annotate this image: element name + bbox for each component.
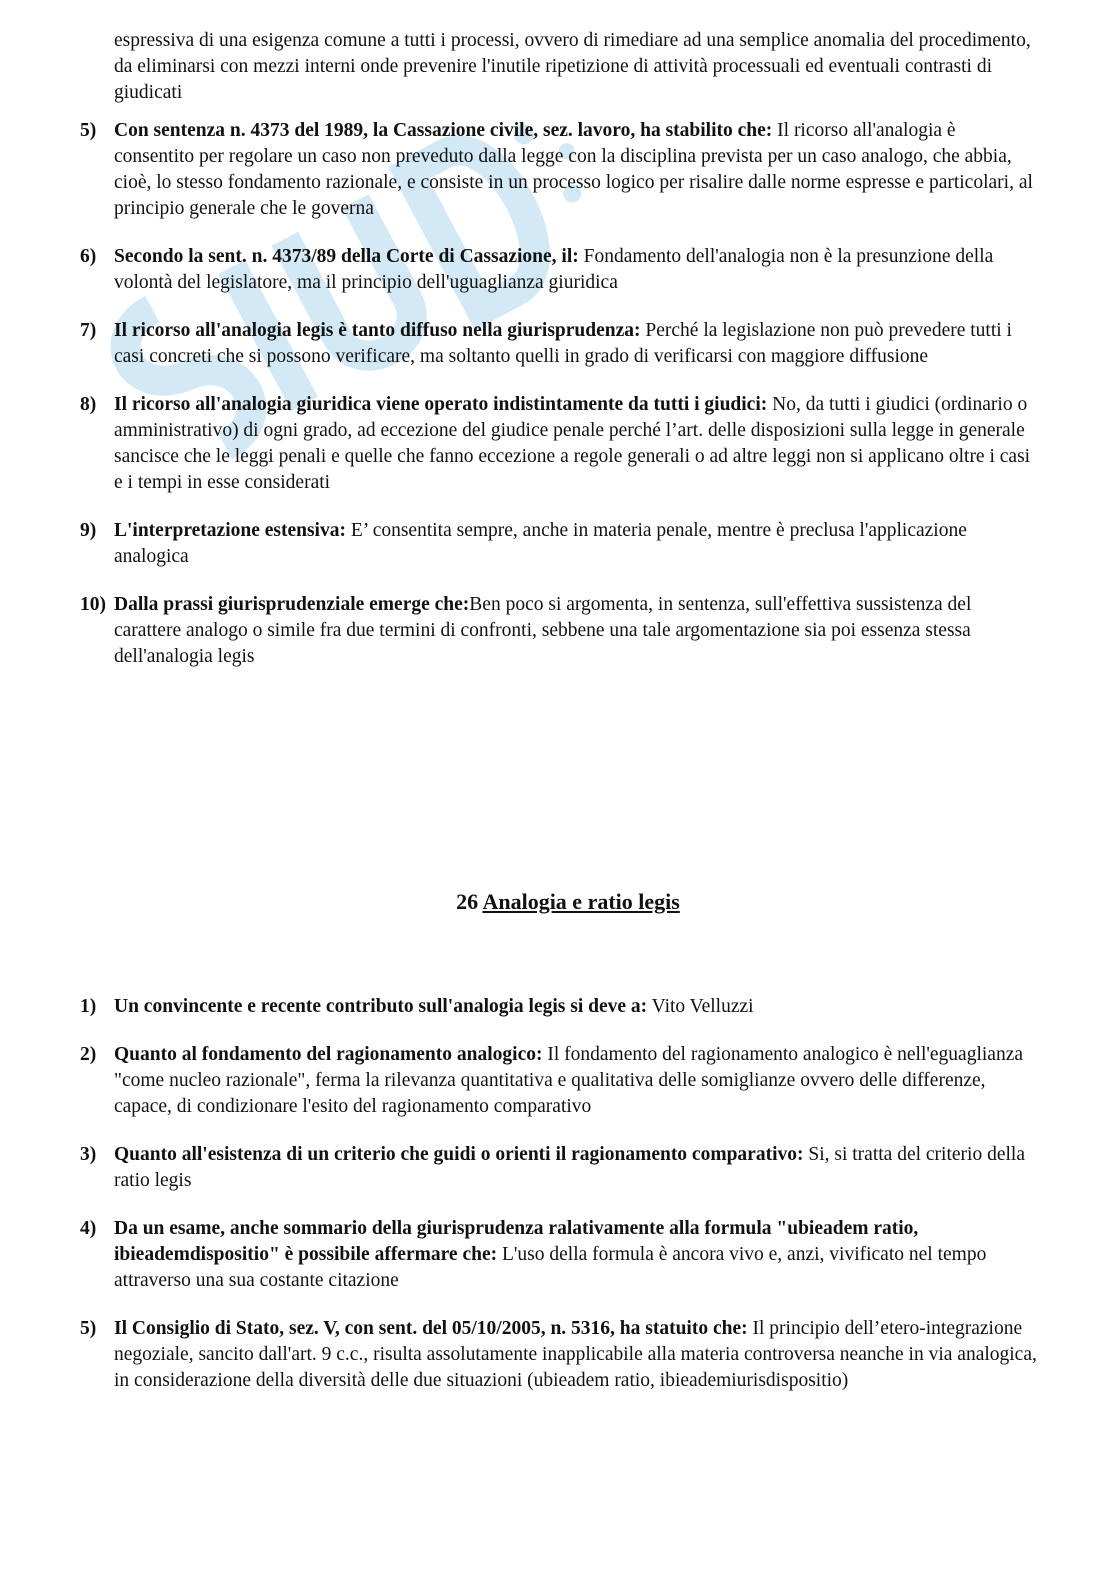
item-number: 7): [80, 320, 97, 341]
item-answer: Vito Velluzzi: [647, 996, 754, 1017]
list-item: [80, 592, 1040, 670]
list-item: [80, 118, 1040, 222]
document-body: [80, 28, 1040, 1416]
item-body: [114, 518, 1040, 570]
item-question: Quanto al fondamento del ragionamento analogico:: [114, 1044, 543, 1065]
list-item: [80, 244, 1040, 296]
item-body: [114, 1142, 1040, 1194]
list-item: [80, 392, 1040, 496]
item-question: Un convincente e recente contributo sull'analogia legis si deve a:: [114, 996, 648, 1017]
item-answer: Perché la legislazione non può prevedere tutti i casi concreti che si possono verificare, ma soltanto quelli in grado di verificarsi con maggiore diffusione: [114, 320, 1012, 367]
section-number: 26: [456, 889, 479, 914]
item-number: 5): [80, 1318, 97, 1339]
item-answer: Ben poco si argomenta, in sentenza, sull'effettiva sussistenza del carattere analogo o simile fra due termini di confronti, sebbene una tale argomentazione sia poi essenza stessa dell'analogia legis: [114, 594, 972, 667]
item-question: L'interpretazione estensiva:: [114, 520, 346, 541]
item-question: Secondo la sent. n. 4373/89 della Corte di Cassazione, il:: [114, 246, 579, 267]
item-body: [114, 118, 1040, 222]
item-number: 1): [80, 996, 97, 1017]
list-item: [80, 1216, 1040, 1294]
list-item: [80, 518, 1040, 570]
item-number: 4): [80, 1218, 97, 1239]
item-question: Con sentenza n. 4373 del 1989, la Cassazione civile, sez. lavoro, ha stabilito che:: [114, 120, 773, 141]
item-answer: Il principio dell’etero-integrazione negoziale, sancito dall'art. 9 c.c., risulta assolutamente inapplicabile alla materia controversa neanche in via analogica, in considerazione della diversità delle due situazioni (ubieadem ratio, ibieademiurisdispositio): [114, 1318, 1037, 1391]
item-body: [114, 592, 1040, 670]
item-answer: Fondamento dell'analogia non è la presunzione della volontà del legislatore, ma il principio dell'uguaglianza giuridica: [114, 246, 994, 293]
section-title: Analogia e ratio legis: [482, 889, 680, 914]
item-number: 10): [80, 594, 106, 615]
item-number: 6): [80, 246, 97, 267]
item-question: Il ricorso all'analogia giuridica viene operato indistintamente da tutti i giudici:: [114, 394, 768, 415]
list-item: [80, 318, 1040, 370]
item-number: 5): [80, 120, 97, 141]
item-question: Dalla prassi giurisprudenziale emerge che:: [114, 594, 470, 615]
item-body: [114, 244, 1040, 296]
list-item: [80, 1316, 1040, 1394]
item-number: 3): [80, 1144, 97, 1165]
item-number: 9): [80, 520, 97, 541]
item-question: Quanto all'esistenza di un criterio che guidi o orienti il ragionamento comparativo:: [114, 1144, 804, 1165]
item-body: [114, 392, 1040, 496]
section-spacer: [80, 692, 1040, 888]
item-answer: L'uso della formula è ancora vivo e, anzi, vivificato nel tempo attraverso una sua costante citazione: [114, 1244, 987, 1291]
item-number: 8): [80, 394, 97, 415]
item-answer: Si, si tratta del criterio della ratio legis: [114, 1144, 1025, 1191]
item-answer: E’ consentita sempre, anche in materia penale, mentre è preclusa l'applicazione analogica: [114, 520, 967, 567]
item-body: [114, 1316, 1040, 1394]
item-body: [114, 1216, 1040, 1294]
item-body: [114, 994, 1040, 1020]
item-question: Il Consiglio di Stato, sez. V, con sent. del 05/10/2005, n. 5316, ha statuito che:: [114, 1318, 748, 1339]
item-body: [114, 318, 1040, 370]
item-answer: No, da tutti i giudici (ordinario o amministrativo) di ogni grado, ad eccezione del giudice penale perché l’art. delle disposizioni sulla legge in generale sancisce che le leggi penali e quelle che fanno eccezione a regole generali o ad altre leggi non si applicano oltre i casi e i tempi in esse considerati: [114, 394, 1031, 493]
list-item: [80, 994, 1040, 1020]
item-answer: Il fondamento del ragionamento analogico è nell'eguaglianza "come nucleo razionale", ferma la rilevanza quantitativa e qualitativa delle somiglianze ovvero delle differenze, capace, di condizionare l'esito del ragionamento comparativo: [114, 1044, 1023, 1117]
list-item: [80, 1042, 1040, 1120]
section-heading: [80, 888, 1040, 916]
item-question: Da un esame, anche sommario della giurisprudenza ralativamente alla formula "ubieadem ratio, ibieademdispositio" è possibile affermare che:: [114, 1218, 919, 1265]
item-body: [114, 1042, 1040, 1120]
intro-paragraph: espressiva di una esigenza comune a tutti i processi, ovvero di rimediare ad una semplice anomalia del procedimento, da eliminarsi con mezzi interni onde prevenire l'inutile ripetizione di attività processuali ed eventuali contrasti di giudicati: [114, 30, 1031, 103]
item-answer: Il ricorso all'analogia è consentito per regolare un caso non preveduto dalla legge con la disciplina prevista per un caso analogo, che abbia, cioè, lo stesso fondamento razionale, e consiste in un processo logico per risalire dalle norme espresse e particolari, al principio generale che le governa: [114, 120, 1033, 219]
item-question: Il ricorso all'analogia legis è tanto diffuso nella giurisprudenza:: [114, 320, 641, 341]
item-number: 2): [80, 1044, 97, 1065]
list-item: [80, 1142, 1040, 1194]
